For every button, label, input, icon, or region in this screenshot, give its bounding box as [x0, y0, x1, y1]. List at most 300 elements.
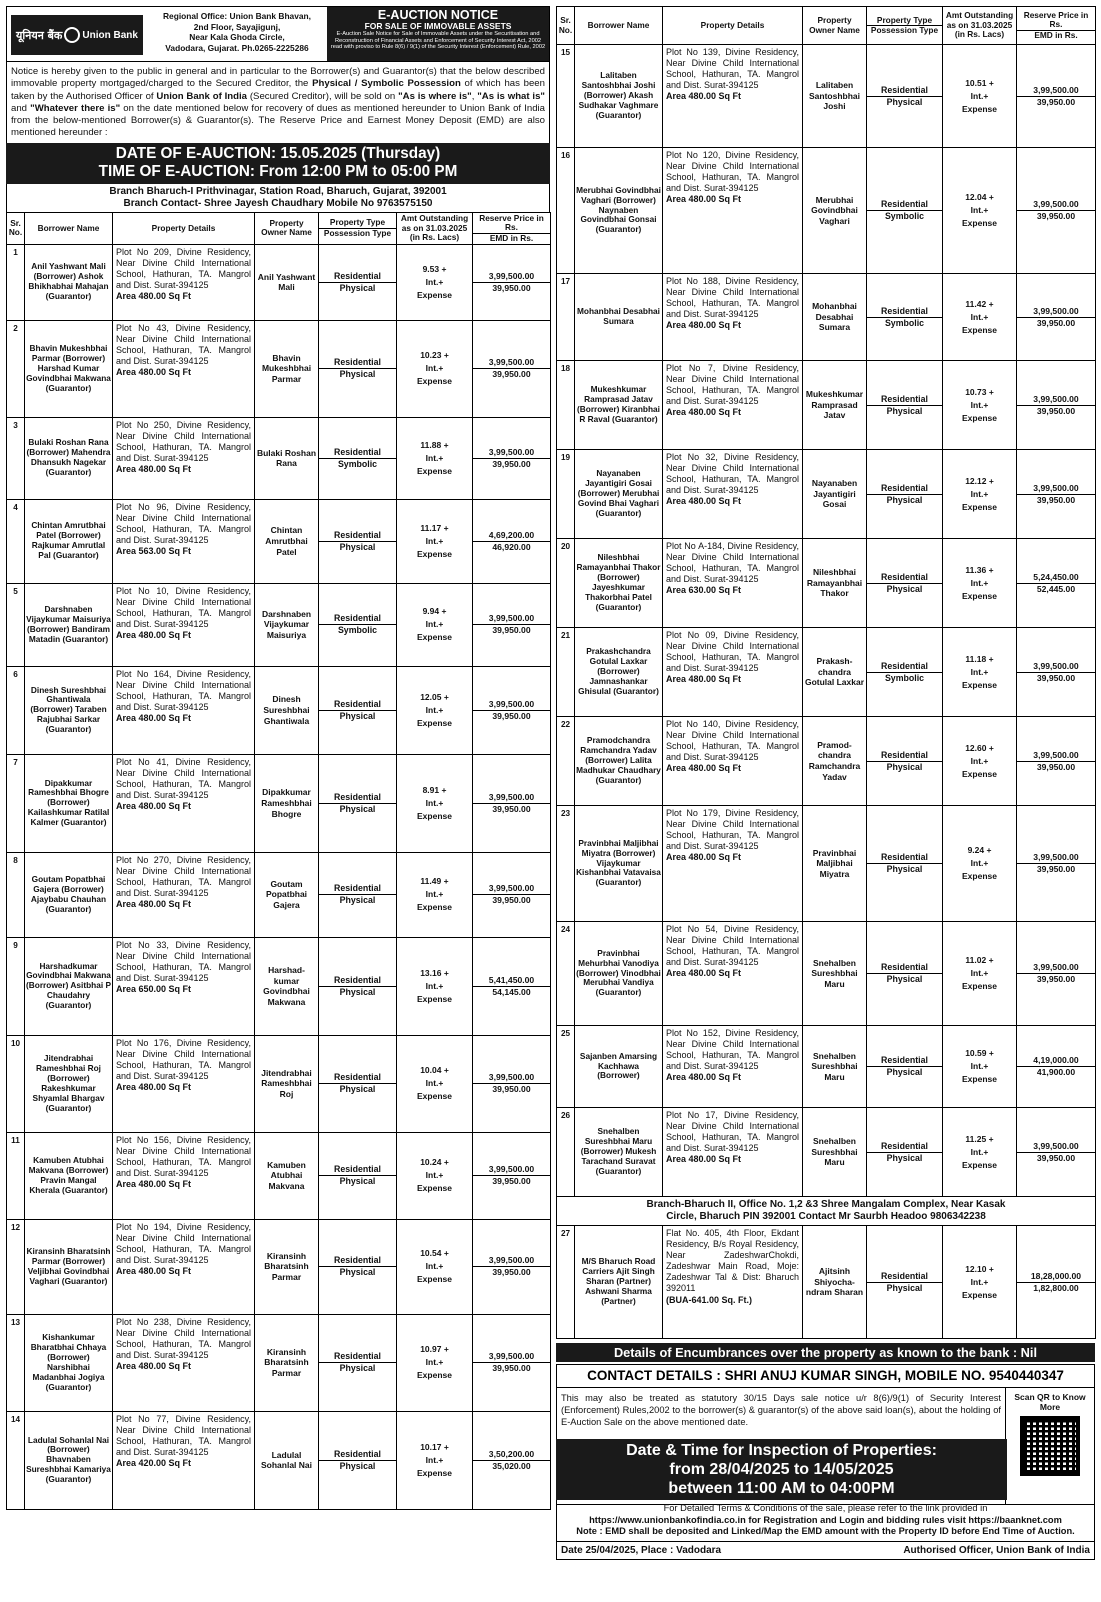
- row-ptype: Residential: [319, 792, 396, 804]
- col-emd: EMD in Rs.: [489, 232, 534, 243]
- row-ptype: Residential: [867, 1141, 942, 1153]
- table-row: [7, 499, 551, 583]
- row-sr: 23: [557, 806, 575, 922]
- statutory-line: This may also be treated as statutory 30/15 Days sale notice u/r 8(6)/9(1) of Security Interest (Enforcement) Rules,2002 to the borrower(s) & guarantor(s) of the above said loan(s), about the holding of E-Auction Sale on the above mentioned date.: [561, 1393, 1001, 1427]
- row-possession: Physical: [339, 710, 376, 721]
- auction-notice-page: [6, 6, 1095, 1596]
- row-type: [867, 148, 943, 274]
- notice-header: [6, 6, 550, 62]
- row-sr: 8: [7, 852, 25, 937]
- col-sr: Sr. No.: [557, 7, 575, 45]
- row-property: Plot No 188, Divine Residency, Near Divine Child International School, Hathuran, TA. Mangrol and Dist. Surat-394125 Area 480.00 Sq Ft: [663, 274, 803, 361]
- intro-bold: "As is where is": [398, 90, 472, 102]
- row-borrower: Dinesh Sureshbhai Ghantiwala (Borrower) Taraben Rajubhai Sarkar (Guarantor): [25, 666, 113, 754]
- row-owner: Pravinbhai Maljibhai Miyatra: [803, 806, 867, 922]
- row-ptype: Residential: [867, 852, 942, 864]
- row-emd: 39,950.00: [492, 458, 531, 469]
- row-emd: 39,950.00: [1036, 1152, 1076, 1163]
- row-type: [319, 499, 397, 583]
- table-row: [7, 244, 551, 320]
- row-price: [1017, 1226, 1096, 1339]
- row-price: [473, 666, 551, 754]
- row-ptype: Residential: [319, 1072, 396, 1084]
- row-area: Area 480.00 Sq Ft: [116, 291, 192, 302]
- row-area: Area 563.00 Sq Ft: [116, 546, 192, 557]
- table-row: [7, 583, 551, 666]
- table-row: [7, 937, 551, 1035]
- encumbrance-banner: Details of Encumbrances over the property as known to the bank : Nil: [556, 1343, 1095, 1362]
- row-price: [473, 320, 551, 417]
- row-property: Plot No 120, Divine Residency, Near Divine Child International School, Hathuran, TA. Mangrol and Dist. Surat-394125 Area 480.00 Sq Ft: [663, 148, 803, 274]
- row-type: [319, 320, 397, 417]
- row-sr: 3: [7, 417, 25, 499]
- intro-bold: "As is what is": [477, 90, 545, 102]
- row-owner: Prakash-chandra Gotulal Laxkar: [803, 628, 867, 717]
- row-price: [1017, 1026, 1096, 1108]
- row-borrower: Bulaki Roshan Rana (Borrower) Mahendra Dhansukh Nagekar (Guarantor): [25, 417, 113, 499]
- qr-code-icon[interactable]: [1020, 1416, 1080, 1476]
- row-owner: Kiransinh Bharatsinh Parmar: [255, 1314, 319, 1411]
- row-sr: 13: [7, 1314, 25, 1411]
- row-property: Plot No 43, Divine Residency, Near Divine Child International School, Hathuran, TA. Mangrol and Dist. Surat-394125 Area 480.00 Sq Ft: [113, 320, 255, 417]
- row-ptype: Residential: [867, 483, 942, 495]
- row-owner: Ladulal Sohanlal Nai: [255, 1411, 319, 1509]
- row-price: [473, 1411, 551, 1509]
- row-price: [1017, 806, 1096, 922]
- bank-logo-icon: [64, 27, 80, 43]
- row-sr: 2: [7, 320, 25, 417]
- row-property: Plot No 156, Divine Residency, Near Divine Child International School, Hathuran, TA. Mangrol and Dist. Surat-394125 Area 480.00 Sq Ft: [113, 1132, 255, 1219]
- row-amount: 11.42 + Int.+ Expense: [943, 274, 1017, 361]
- row-emd: 39,950.00: [492, 803, 531, 814]
- row-owner: Nileshbhai Ramayanbhai Thakor: [803, 539, 867, 628]
- row-type: [867, 1108, 943, 1197]
- row-property: Plot No 152, Divine Residency, Near Divine Child International School, Hathuran, TA. Mangrol and Dist. Surat-394125 Area 480.00 Sq Ft: [663, 1026, 803, 1108]
- col-type: [867, 7, 943, 45]
- row-reserve: 3,99,500.00: [1017, 962, 1095, 974]
- row-ptype: Residential: [319, 1164, 396, 1176]
- footer: [556, 1542, 1095, 1560]
- intro-bold: Union Bank of India: [156, 90, 248, 102]
- row-amount: 11.17 + Int.+ Expense: [397, 499, 473, 583]
- table-row: [7, 1219, 551, 1314]
- row-price: [473, 937, 551, 1035]
- row-property: Plot No A-184, Divine Residency, Near Divine Child International School, Hathuran, TA. Mangrol and Dist. Surat-394125 Area 630.00 Sq Ft: [663, 539, 803, 628]
- row-type: [867, 922, 943, 1026]
- row-type: [319, 1035, 397, 1132]
- col-owner: Property Owner Name: [255, 212, 319, 244]
- row-ptype: Residential: [319, 975, 396, 987]
- row-reserve: 3,99,500.00: [473, 792, 550, 804]
- contact-details: CONTACT DETAILS : SHRI ANUJ KUMAR SINGH, MOBILE NO. 9540440347: [556, 1364, 1095, 1388]
- row-sr: 19: [557, 450, 575, 539]
- row-sr: 11: [7, 1132, 25, 1219]
- row-price: [473, 1035, 551, 1132]
- row-borrower: Snehalben Sureshbhai Maru (Borrower) Mukesh Tarachand Suravat (Guarantor): [575, 1108, 663, 1197]
- row-type: [867, 361, 943, 450]
- auction-date-box: [6, 143, 550, 184]
- table-row: [557, 539, 1096, 628]
- row-property: Plot No 250, Divine Residency, Near Divine Child International School, Hathuran, TA. Mangrol and Dist. Surat-394125 Area 480.00 Sq Ft: [113, 417, 255, 499]
- row-property: Flat No. 405, 4th Floor, Ekdant Residency, B/s Royal Residency, Near ZadeshwarChokdi, Zadeshwar Main Road, Moje: Zadeshwar Tal & Dist: Bharuch 392011 (BUA-641.00 Sq. Ft.): [663, 1226, 803, 1339]
- row-reserve: 3,99,500.00: [1017, 852, 1095, 864]
- row-ptype: Residential: [319, 357, 396, 369]
- row-ptype: Residential: [319, 271, 396, 283]
- row-area: Area 480.00 Sq Ft: [666, 1154, 742, 1165]
- row-property: Plot No 10, Divine Residency, Near Divine Child International School, Hathuran, TA. Mangrol and Dist. Surat-394125 Area 480.00 Sq Ft: [113, 583, 255, 666]
- union-bank-logo: [11, 15, 143, 55]
- row-amount: 11.02 + Int.+ Expense: [943, 922, 1017, 1026]
- intro-text: on the date mentioned below for recovery of dues as mentioned hereunder to Union Bank of India from the below-mentioned Borrower(s) & Guarantor(s). The Reserve Price and Earnest Money Deposit (EMD) are also mentioned hereunder :: [11, 102, 545, 139]
- row-reserve: 3,99,500.00: [473, 357, 550, 369]
- col-amt: Amt Outstanding as on 31.03.2025 (in Rs. Lacs): [943, 7, 1017, 45]
- row-ptype: Residential: [867, 1271, 942, 1283]
- table-row: [557, 274, 1096, 361]
- row-price: [1017, 274, 1096, 361]
- row-amount: 9.94 + Int.+ Expense: [397, 583, 473, 666]
- row-amount: 10.51 + Int.+ Expense: [943, 45, 1017, 148]
- branch-address: Branch-Bharuch II, Office No. 1,2 &3 Shree Mangalam Complex, Near Kasak: [646, 1199, 1006, 1210]
- auction-date: DATE OF E-AUCTION: 15.05.2025 (Thursday): [115, 144, 441, 162]
- row-owner: Anil Yashwant Mali: [255, 244, 319, 320]
- branch-address: Branch Bharuch-I Prithvinagar, Station Road, Bharuch, Gujarat, 392001: [109, 185, 447, 197]
- row-area: Area 480.00 Sq Ft: [666, 968, 742, 979]
- inspection-box: [556, 1439, 1007, 1500]
- row-price: [473, 1219, 551, 1314]
- col-type: [319, 212, 397, 244]
- row-amount: 12.04 + Int.+ Expense: [943, 148, 1017, 274]
- row-reserve: 3,99,500.00: [1017, 394, 1095, 406]
- row-property: Plot No 238, Divine Residency, Near Divine Child International School, Hathuran, TA. Mangrol and Dist. Surat-394125 Area 480.00 Sq Ft: [113, 1314, 255, 1411]
- row-emd: 39,950.00: [492, 1084, 531, 1095]
- row-type: [867, 450, 943, 539]
- row-area: Area 480.00 Sq Ft: [666, 763, 742, 774]
- row-borrower: Ladulal Sohanlal Nai (Borrower) Bhavnaben Sureshbhai Kamariya (Guarantor): [25, 1411, 113, 1509]
- row-borrower: Goutam Popatbhai Gajera (Borrower) Ajaybabu Chauhan (Guarantor): [25, 852, 113, 937]
- row-property: Plot No 96, Divine Residency, Near Divine Child International School, Hathuran, TA. Mangrol and Dist. Surat-394125 Area 563.00 Sq Ft: [113, 499, 255, 583]
- row-area: Area 480.00 Sq Ft: [666, 320, 742, 331]
- row-emd: 35,020.00: [492, 1460, 531, 1471]
- row-property: Plot No 33, Divine Residency, Near Divine Child International School, Hathuran, TA. Mangrol and Dist. Surat-394125 Area 650.00 Sq Ft: [113, 937, 255, 1035]
- row-sr: 12: [7, 1219, 25, 1314]
- row-ptype: Residential: [319, 883, 396, 895]
- table-row: [7, 1314, 551, 1411]
- intro-text: of which has been taken by the Authorised Officer of: [11, 78, 545, 102]
- row-possession: Symbolic: [884, 317, 925, 328]
- row-owner: Chintan Amrutbhai Patel: [255, 499, 319, 583]
- left-table-body: [7, 244, 551, 1509]
- terms-section: [556, 1500, 1095, 1542]
- table-row: [557, 450, 1096, 539]
- row-property: Plot No 41, Divine Residency, Near Divine Child International School, Hathuran, TA. Mangrol and Dist. Surat-394125 Area 480.00 Sq Ft: [113, 754, 255, 852]
- row-reserve: 3,99,500.00: [473, 1255, 550, 1267]
- intro-bold: "Whatever there is": [30, 102, 121, 114]
- row-borrower: Bhavin Mukeshbhai Parmar (Borrower) Harshad Kumar Govindbhai Makwana (Guarantor): [25, 320, 113, 417]
- row-borrower: Kiransinh Bharatsinh Parmar (Borrower) Veljibhai Govindbhai Vaghari (Guarantor): [25, 1219, 113, 1314]
- row-emd: 39,950.00: [492, 710, 531, 721]
- authorised-officer: Authorised Officer, Union Bank of India: [903, 1544, 1090, 1556]
- row-emd: 39,950.00: [492, 1363, 531, 1374]
- row-reserve: 3,99,500.00: [1017, 85, 1095, 97]
- row-possession: Physical: [886, 494, 923, 505]
- row-borrower: Prakashchandra Gotulal Laxkar (Borrower) Jamnashankar Ghisulal (Guarantor): [575, 628, 663, 717]
- row-owner: Darshnaben Vijaykumar Maisuriya: [255, 583, 319, 666]
- col-price: [473, 212, 551, 244]
- row-ptype: Residential: [867, 85, 942, 97]
- row-reserve: 3,99,500.00: [473, 613, 550, 625]
- row-reserve: 3,99,500.00: [1017, 306, 1095, 318]
- row-property: Plot No 7, Divine Residency, Near Divine Child International School, Hathuran, TA. Mangrol and Dist. Surat-394125 Area 480.00 Sq Ft: [663, 361, 803, 450]
- table-row: [557, 717, 1096, 806]
- row-reserve: 3,99,500.00: [1017, 661, 1095, 673]
- row-emd: 39,950.00: [492, 1176, 531, 1187]
- row-type: [319, 666, 397, 754]
- row-price: [473, 583, 551, 666]
- row-reserve: 3,50,200.00: [473, 1449, 550, 1461]
- row-ptype: Residential: [867, 572, 942, 584]
- row-ptype: Residential: [867, 1055, 942, 1067]
- row-type: [319, 244, 397, 320]
- row-property: Plot No 139, Divine Residency, Near Divine Child International School, Hathuran, TA. Mangrol and Dist. Surat-394125 Area 480.00 Sq Ft: [663, 45, 803, 148]
- row-possession: Physical: [339, 282, 376, 293]
- row-reserve: 3,99,500.00: [473, 883, 550, 895]
- row-ptype: Residential: [319, 530, 396, 542]
- row-amount: 10.59 + Int.+ Expense: [943, 1026, 1017, 1108]
- row-amount: 9.53 + Int.+ Expense: [397, 244, 473, 320]
- row-price: [473, 244, 551, 320]
- row-possession: Physical: [886, 583, 923, 594]
- office-line: Near Kala Ghoda Circle,: [189, 32, 285, 42]
- row-type: [867, 628, 943, 717]
- row-area: Area 420.00 Sq Ft: [116, 1458, 192, 1469]
- row-amount: 10.97 + Int.+ Expense: [397, 1314, 473, 1411]
- row-type: [319, 417, 397, 499]
- row-sr: 1: [7, 244, 25, 320]
- col-reserve: Reserve Price in Rs.: [1017, 11, 1095, 31]
- row-possession: Physical: [886, 974, 923, 984]
- row-property: Plot No 140, Divine Residency, Near Divine Child International School, Hathuran, TA. Mangrol and Dist. Surat-394125 Area 480.00 Sq Ft: [663, 717, 803, 806]
- row-price: [1017, 450, 1096, 539]
- office-line: Vadodara, Gujarat. Ph.0265-2225286: [165, 42, 309, 53]
- row-borrower: Anil Yashwant Mali (Borrower) Ashok Bhikhabhai Mahajan (Guarantor): [25, 244, 113, 320]
- row-area: Area 480.00 Sq Ft: [116, 801, 192, 812]
- terms-links[interactable]: https://www.unionbankofindia.co.in for Registration and Login and bidding rules visit https://baanknet.com: [589, 1514, 1062, 1525]
- row-owner: Harshad-kumar Govindbhai Makwana: [255, 937, 319, 1035]
- row-sr: 9: [7, 937, 25, 1035]
- row-price: [473, 852, 551, 937]
- row-price: [1017, 361, 1096, 450]
- row-amount: 10.04 + Int.+ Expense: [397, 1035, 473, 1132]
- row-emd: 39,950.00: [1036, 974, 1076, 984]
- row-price: [473, 499, 551, 583]
- table-row: [7, 320, 551, 417]
- row-property: Plot No 194, Divine Residency, Near Divine Child International School, Hathuran, TA. Mangrol and Dist. Surat-394125 Area 480.00 Sq Ft: [113, 1219, 255, 1314]
- right-column: [556, 6, 1095, 1596]
- notice-legal-text: E-Auction Sale Notice for Sale of Immovable Assets under the Securitisation and Reconstruction of Financial Assets and Enforcement of Security Interest Act, 2002 read with proviso to Rule 8(6) / 9(1) of the Security Interest (Enforcement) Rule, 2002: [330, 31, 546, 51]
- intro-bold: Physical / Symbolic Possession: [312, 78, 461, 90]
- row-type: [319, 1314, 397, 1411]
- row-amount: 10.23 + Int.+ Expense: [397, 320, 473, 417]
- table-row: [557, 806, 1096, 922]
- row-area: Area 480.00 Sq Ft: [666, 407, 742, 418]
- properties-table-left: [6, 212, 551, 1510]
- row-borrower: Mukeshkumar Ramprasad Jatav (Borrower) Kiranbhai R Raval (Guarantor): [575, 361, 663, 450]
- row-price: [473, 754, 551, 852]
- col-possession: Possession Type: [870, 25, 939, 35]
- row-emd: 39,950.00: [1036, 494, 1076, 505]
- row-owner: Dinesh Sureshbhai Ghantiwala: [255, 666, 319, 754]
- row-owner: Bulaki Roshan Rana: [255, 417, 319, 499]
- right-table-body: [557, 45, 1096, 1197]
- row-reserve: 3,99,500.00: [473, 1072, 550, 1084]
- row-amount: 9.24 + Int.+ Expense: [943, 806, 1017, 922]
- row-borrower: Chintan Amrutbhai Patel (Borrower) Rajkumar Amrutlal Pal (Guarantor): [25, 499, 113, 583]
- row-borrower: Merubhai Govindbhai Vaghari (Borrower) Naynaben Govindbhai Gonsai (Guarantor): [575, 148, 663, 274]
- row-borrower: Dipakkumar Rameshbhai Bhogre (Borrower) Kailashkumar Ratilal Kalmer (Guarantor): [25, 754, 113, 852]
- row-amount: 10.54 + Int.+ Expense: [397, 1219, 473, 1314]
- row-price: [1017, 628, 1096, 717]
- table-row: [557, 922, 1096, 1026]
- row-type: [319, 1132, 397, 1219]
- row-amount: 12.60 + Int.+ Expense: [943, 717, 1017, 806]
- col-reserve: Reserve Price in Rs.: [473, 214, 550, 234]
- row-property: Plot No 77, Divine Residency, Near Divine Child International School, Hathuran, TA. Mangrol and Dist. Surat-394125 Area 420.00 Sq Ft: [113, 1411, 255, 1509]
- branch-info: [6, 184, 550, 212]
- table-row: [7, 852, 551, 937]
- row-sr: 4: [7, 499, 25, 583]
- row-price: [1017, 922, 1096, 1026]
- row-area: Area 480.00 Sq Ft: [116, 1082, 192, 1093]
- row-borrower: Pravinbhai Mehurbhai Vanodiya (Borrower) Vinodbhai Merubhai Vandiya (Guarantor): [575, 922, 663, 1026]
- office-line: 2nd Floor, Sayajigunj,: [193, 21, 281, 32]
- table-row: [557, 1226, 1096, 1339]
- row-borrower: Jitendrabhai Rameshbhai Roj (Borrower) Rakeshkumar Shyamlal Bhargav (Guarantor): [25, 1035, 113, 1132]
- row-emd: 39,950.00: [1036, 211, 1076, 221]
- notice-subtitle: FOR SALE OF IMMOVABLE ASSETS: [364, 21, 512, 31]
- row-owner: Bhavin Mukeshbhai Parmar: [255, 320, 319, 417]
- row-emd: 39,950.00: [492, 282, 531, 293]
- row-sr: 22: [557, 717, 575, 806]
- row-emd: 1,82,800.00: [1033, 1282, 1079, 1293]
- row27-body: [557, 1226, 1096, 1339]
- row-area: Area 480.00 Sq Ft: [116, 713, 192, 724]
- row-emd: 39,950.00: [1036, 317, 1076, 328]
- row-amount: 11.18 + Int.+ Expense: [943, 628, 1017, 717]
- row-emd: 39,950.00: [492, 625, 531, 636]
- row-amount: 10.17 + Int.+ Expense: [397, 1411, 473, 1509]
- row-price: [1017, 45, 1096, 148]
- row-price: [473, 1132, 551, 1219]
- row-area: Area 480.00 Sq Ft: [116, 464, 192, 475]
- row-owner: Mukeshkumar Ramprasad Jatav: [803, 361, 867, 450]
- table-row: [7, 1411, 551, 1509]
- row-property: Plot No 176, Divine Residency, Near Divine Child International School, Hathuran, TA. Mangrol and Dist. Surat-394125 Area 480.00 Sq Ft: [113, 1035, 255, 1132]
- row-borrower: Pravinbhai Maljibhai Miyatra (Borrower) Vijaykumar Kishanbhai Vatavaisa (Guarantor): [575, 806, 663, 922]
- row-emd: 39,950.00: [1036, 96, 1076, 107]
- row-price: [473, 417, 551, 499]
- row-owner: Goutam Popatbhai Gajera: [255, 852, 319, 937]
- row-amount: 8.91 + Int.+ Expense: [397, 754, 473, 852]
- row-emd: 39,950.00: [1036, 672, 1076, 683]
- row-price: [1017, 1108, 1096, 1197]
- row-owner: Pramod-chandra Ramchandra Yadav: [803, 717, 867, 806]
- row-reserve: 3,99,500.00: [1017, 199, 1095, 211]
- row-property: Plot No 179, Divine Residency, Near Divine Child International School, Hathuran, TA. Mangrol and Dist. Surat-394125 Area 480.00 Sq Ft: [663, 806, 803, 922]
- auction-time: TIME OF E-AUCTION: From 12:00 PM to 05:00 PM: [98, 163, 458, 181]
- row-property: Plot No 54, Divine Residency, Near Divine Child International School, Hathuran, TA. Mangrol and Dist. Surat-394125 Area 480.00 Sq Ft: [663, 922, 803, 1026]
- row-reserve: 3,99,500.00: [473, 271, 550, 283]
- row-ptype: Residential: [867, 750, 942, 762]
- row-owner: Snehalben Sureshbhai Maru: [803, 1026, 867, 1108]
- row-area: Area 480.00 Sq Ft: [116, 367, 192, 378]
- row-borrower: Sajanben Amarsing Kachhawa (Borrower): [575, 1026, 663, 1108]
- row-sr: 27: [557, 1226, 575, 1339]
- col-property: Property Details: [663, 7, 803, 45]
- row-type: [319, 583, 397, 666]
- row-sr: 16: [557, 148, 575, 274]
- row-borrower: M/S Bharuch Road Carriers Ajit Singh Sharan (Partner) Ashwani Sharma (Partner): [575, 1226, 663, 1339]
- row-sr: 14: [7, 1411, 25, 1509]
- left-column: [6, 6, 550, 1596]
- table-row: [557, 45, 1096, 148]
- row-emd: 46,920.00: [492, 541, 531, 552]
- row-type: [867, 274, 943, 361]
- inspection-title: Date & Time for Inspection of Properties:: [626, 1442, 937, 1459]
- row-borrower: Nileshbhai Ramayanbhai Thakor (Borrower) Jayeshkumar Thakorbhai Patel (Guarantor): [575, 539, 663, 628]
- row-ptype: Residential: [319, 699, 396, 711]
- row-property: Plot No 32, Divine Residency, Near Divine Child International School, Hathuran, TA. Mangrol and Dist. Surat-394125 Area 480.00 Sq Ft: [663, 450, 803, 539]
- row-sr: 20: [557, 539, 575, 628]
- table-row: [557, 628, 1096, 717]
- col-amt: Amt Outstanding as on 31.03.2025 (in Rs. Lacs): [397, 212, 473, 244]
- row-borrower: Pramodchandra Ramchandra Yadav (Borrower) Lalita Madhukar Chaudhary (Guarantor): [575, 717, 663, 806]
- notice-title-box: [327, 7, 549, 61]
- row-reserve: 5,24,450.00: [1017, 572, 1095, 584]
- row-area: (BUA-641.00 Sq. Ft.): [666, 1294, 753, 1305]
- row-ptype: Residential: [867, 306, 942, 318]
- qr-section: [1006, 1388, 1094, 1504]
- row-amount: 11.25 + Int.+ Expense: [943, 1108, 1017, 1197]
- row-property: Plot No 209, Divine Residency, Near Divine Child International School, Hathuran, TA. Mangrol and Dist. Surat-394125 Area 480.00 Sq Ft: [113, 244, 255, 320]
- row-emd: 54,145.00: [492, 986, 531, 997]
- row-sr: 10: [7, 1035, 25, 1132]
- row-owner: Nayanaben Jayantigiri Gosai: [803, 450, 867, 539]
- row-area: Area 480.00 Sq Ft: [116, 630, 192, 641]
- row-owner: Kiransinh Bharatsinh Parmar: [255, 1219, 319, 1314]
- row-possession: Physical: [886, 96, 923, 107]
- branch-contact: Branch Contact- Shree Jayesh Chaudhary Mobile No 9763575150: [123, 197, 433, 209]
- row-borrower: Kamuben Atubhai Makvana (Borrower) Pravin Mangal Kherala (Guarantor): [25, 1132, 113, 1219]
- table-row: [557, 361, 1096, 450]
- row-area: Area 480.00 Sq Ft: [666, 1072, 742, 1083]
- bank-name-hindi: यूनियन बैंक: [16, 28, 63, 42]
- row-area: Area 630.00 Sq Ft: [666, 585, 742, 596]
- table-row: [7, 754, 551, 852]
- row-ptype: Residential: [867, 199, 942, 211]
- notice-title: E-AUCTION NOTICE: [377, 8, 499, 22]
- row-borrower: Darshnaben Vijaykumar Maisuriya (Borrower) Bandiram Matadin (Guarantor): [25, 583, 113, 666]
- office-line: Regional Office: Union Bank Bhavan,: [163, 11, 311, 21]
- row-owner: Snehalben Sureshbhai Maru: [803, 1108, 867, 1197]
- row-borrower: Nayanaben Jayantigiri Gosai (Borrower) Merubhai Govind Bhai Vaghari (Guarantor): [575, 450, 663, 539]
- row-type: [867, 539, 943, 628]
- table-row: [7, 1035, 551, 1132]
- row-sr: 25: [557, 1026, 575, 1108]
- col-possession: Possession Type: [323, 227, 392, 238]
- row-possession: Physical: [886, 864, 923, 874]
- row-ptype: Residential: [319, 1449, 396, 1461]
- row-owner: Kamuben Atubhai Makvana: [255, 1132, 319, 1219]
